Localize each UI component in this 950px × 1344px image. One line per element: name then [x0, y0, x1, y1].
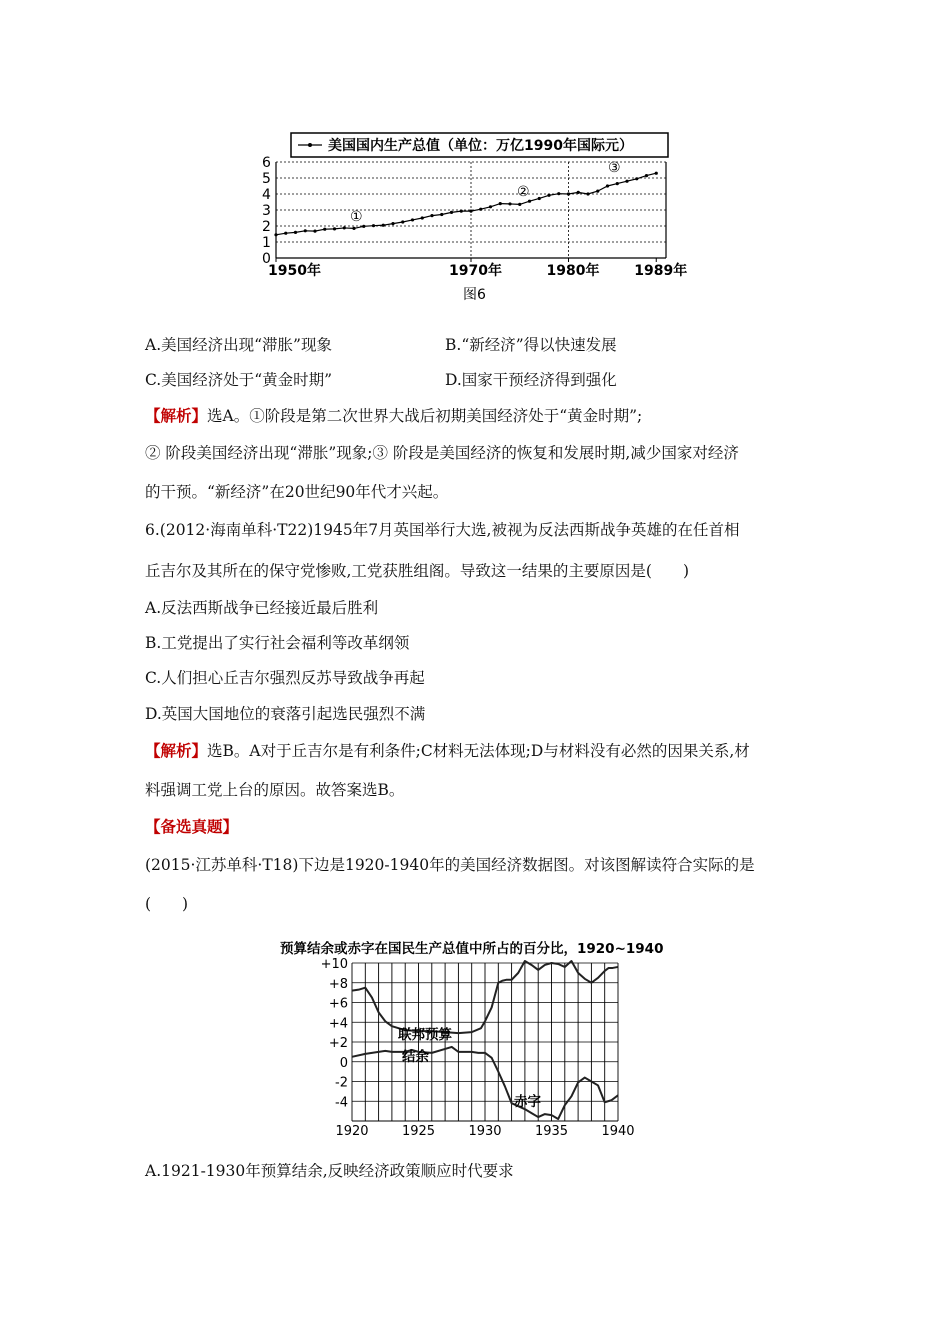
chart1-data-point	[343, 226, 346, 229]
q6-option-d: D.英国大国地位的衰落引起选民强烈不满	[145, 705, 426, 723]
chart1-marker-1: ①	[350, 209, 363, 225]
chart1-data-point	[304, 229, 307, 232]
chart1-data-point	[430, 214, 433, 217]
chart1-data-point	[655, 172, 658, 175]
chart2-y-tick-label: -4	[335, 1095, 348, 1111]
chart1-x-tick-label: 1970年	[449, 263, 502, 279]
chart1-data-point	[479, 208, 482, 211]
chart1-y-tick-label: 4	[262, 187, 271, 203]
us-gdp-chart	[258, 128, 698, 308]
q5-analysis-line-1	[145, 406, 642, 426]
q6-stem-line-1: 6.(2012·海南单科·T22)1945年7月英国举行大选,被视为反法西斯战争英雄的在任首相	[145, 521, 740, 539]
chart1-data-point	[333, 227, 336, 230]
chart1-caption: 图6	[463, 287, 486, 303]
chart2-y-tick-label: +8	[328, 976, 348, 992]
q5-option-c: C.美国经济处于“黄金时期”	[145, 371, 333, 389]
q6-option-c: C.人们担心丘吉尔强烈反苏导致战争再起	[145, 669, 425, 687]
chart1-data-point	[528, 200, 531, 203]
chart1-data-point	[616, 182, 619, 185]
chart1-legend-text: 美国国内生产总值（单位：万亿1990年国际元）	[328, 138, 633, 154]
chart1-data-point	[421, 216, 424, 219]
chart2-annotation-surplus-1: 联邦预算	[398, 1027, 452, 1043]
chart1-y-tick-label: 2	[262, 219, 271, 235]
chart1-data-point	[391, 222, 394, 225]
q6-analysis-line-2: 料强调工党上台的原因。故答案选B。	[145, 781, 405, 799]
chart2-y-tick-label: +2	[328, 1036, 348, 1051]
chart1-legend-dot	[308, 143, 312, 147]
q6-analysis-line-1	[145, 741, 750, 761]
q5-analysis-text-1: 选A。①阶段是第二次世界大战后初期美国经济处于“黄金时期”;	[207, 407, 643, 425]
chart2-annotation-deficit: 赤字	[514, 1094, 541, 1110]
chart1-data-point	[323, 228, 326, 231]
chart1-y-tick-label: 3	[262, 203, 271, 219]
chart1-marker-2: ②	[517, 184, 530, 200]
chart1-marker-3: ③	[608, 160, 621, 176]
q5-option-a: A.美国经济出现“滞胀”现象	[145, 336, 332, 354]
q6-analysis-text-1: 选B。A对于丘吉尔是有利条件;C材料无法体现;D与材料没有必然的因果关系,材	[207, 742, 750, 760]
q5-option-d: D.国家干预经济得到强化	[445, 371, 617, 389]
q5-analysis-line-2: ② 阶段美国经济出现“滞胀”现象;③ 阶段是美国经济的恢复和发展时期,减少国家对经济	[145, 444, 739, 462]
chart2-x-tick-label: 1935	[534, 1124, 569, 1139]
chart1-data-point	[518, 203, 521, 206]
chart2-y-tick-label: -2	[335, 1075, 348, 1091]
chart2-x-tick-label: 1940	[601, 1124, 635, 1139]
chart1-data-point	[411, 218, 414, 221]
chart2-x-tick-label: 1930	[468, 1124, 502, 1139]
chart2-x-tick-label: 1925	[401, 1124, 436, 1139]
chart1-data-point	[557, 192, 560, 195]
chart1-data-point	[284, 232, 287, 235]
extra-section-tag: 【备选真题】	[145, 817, 239, 836]
chart1-x-tick-label: 1950年	[268, 263, 321, 279]
chart1-data-point	[460, 210, 463, 213]
chart2-y-tick-label: 0	[339, 1055, 348, 1071]
chart1-data-point	[538, 197, 541, 200]
chart1-data-point	[469, 210, 472, 213]
chart1-data-point	[645, 174, 648, 177]
extra-stem-line-2: ( )	[145, 895, 189, 913]
chart1-y-tick-label: 0	[262, 251, 271, 267]
chart1-data-point	[567, 192, 570, 195]
q6-analysis-tag: 【解析】	[145, 741, 208, 760]
chart1-data-point	[606, 184, 609, 187]
chart1-data-point	[586, 192, 589, 195]
q5-analysis-tag: 【解析】	[145, 406, 208, 425]
chart1-x-tick-label: 1989年	[634, 263, 688, 279]
chart2-title: 预算结余或赤字在国民生产总值中所占的百分比，1920~1940	[280, 941, 664, 957]
chart1-data-point	[362, 225, 365, 228]
chart1-data-point	[401, 220, 404, 223]
chart2-y-tick-label: +4	[328, 1016, 348, 1032]
chart1-data-point	[625, 180, 628, 183]
q6-stem-line-2: 丘吉尔及其所在的保守党惨败,工党获胜组阁。导致这一结果的主要原因是( )	[145, 562, 690, 580]
chart1-y-tick-label: 1	[262, 235, 271, 251]
chart2-y-tick-label: +10	[320, 957, 348, 972]
chart1-data-point	[274, 233, 277, 236]
chart1-data-point	[596, 190, 599, 193]
chart2-x-tick-label: 1920	[335, 1124, 369, 1139]
extra-option-a: A.1921-1930年预算结余,反映经济政策顺应时代要求	[145, 1162, 514, 1180]
chart1-data-point	[382, 224, 385, 227]
chart1-data-point	[547, 194, 550, 197]
chart1-data-point	[294, 231, 297, 234]
chart1-data-point	[635, 177, 638, 180]
chart1-data-point	[489, 205, 492, 208]
chart1-data-point	[352, 227, 355, 230]
chart1-data-point	[508, 202, 511, 205]
q5-analysis-line-3: 的干预。“新经济”在20世纪90年代才兴起。	[145, 483, 449, 501]
chart1-data-point	[577, 191, 580, 194]
q5-option-b: B.“新经济”得以快速发展	[445, 336, 617, 354]
chart1-series-line	[276, 173, 656, 235]
q6-option-b: B.工党提出了实行社会福利等改革纲领	[145, 634, 410, 652]
chart1-y-tick-label: 5	[262, 171, 271, 187]
chart2-y-tick-label: +6	[328, 996, 348, 1012]
extra-stem-line-1: (2015·江苏单科·T18)下边是1920-1940年的美国经济数据图。对该图解读符合实际的是	[145, 856, 755, 874]
chart1-data-point	[499, 202, 502, 205]
chart1-data-point	[440, 213, 443, 216]
chart2-annotation-surplus-2: 结余	[402, 1049, 429, 1065]
budget-deficit-chart	[280, 936, 664, 1146]
chart1-data-point	[450, 211, 453, 214]
chart1-x-tick-label: 1980年	[546, 263, 600, 279]
chart1-y-tick-label: 6	[262, 155, 271, 171]
chart1-data-point	[372, 224, 375, 227]
q6-option-a: A.反法西斯战争已经接近最后胜利	[145, 599, 379, 617]
chart1-data-point	[313, 230, 316, 233]
